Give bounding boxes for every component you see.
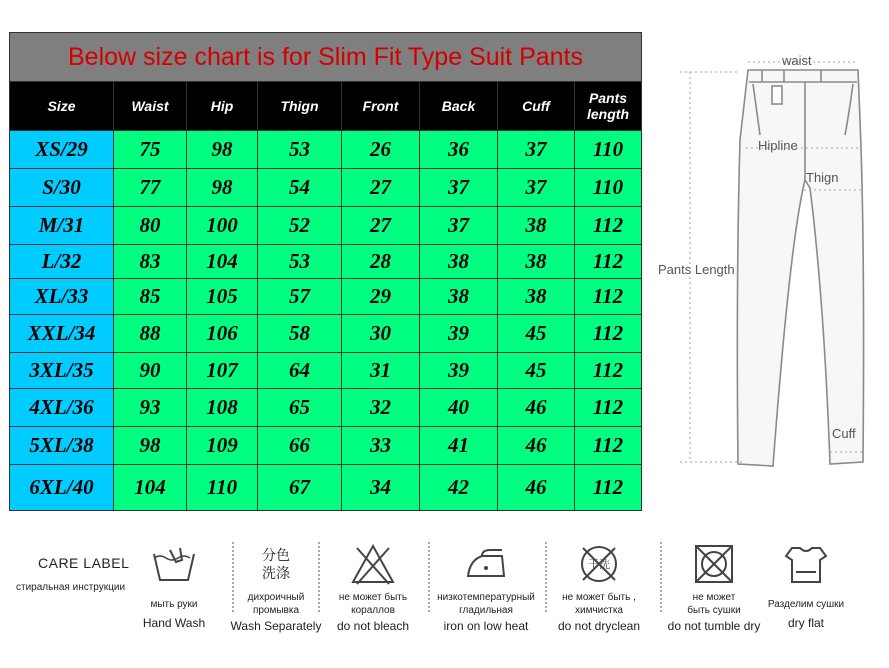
measurement-cell: 64 [258, 353, 342, 389]
measurement-cell: 40 [420, 389, 498, 427]
table-body [10, 131, 642, 511]
pants-diagram [650, 40, 885, 480]
header-row [10, 82, 642, 131]
svg-text:干洗: 干洗 [588, 558, 610, 571]
measurement-cell: 88 [114, 315, 187, 353]
measurement-cell: 37 [420, 169, 498, 207]
no-bleach-icon [349, 542, 397, 586]
measurement-cell: 38 [498, 245, 575, 279]
measurement-cell: 46 [498, 427, 575, 465]
measurement-cell: 37 [498, 131, 575, 169]
no-tumble-dry-icon [690, 542, 738, 586]
measurement-cell: 90 [114, 353, 187, 389]
measurement-cell: 29 [342, 279, 420, 315]
measurement-cell: 37 [498, 169, 575, 207]
pants-length-label: Pants Length [658, 262, 735, 277]
measurement-cell: 107 [187, 353, 258, 389]
measurement-cell: 39 [420, 353, 498, 389]
measurement-cell: 109 [187, 427, 258, 465]
size-cell: XS/29 [10, 131, 114, 169]
care-item-no-tumble-dry: не может быть сушки do not tumble dry [662, 542, 766, 634]
column-header: Pants length [575, 82, 642, 131]
measurement-cell: 75 [114, 131, 187, 169]
column-header: Cuff [498, 82, 575, 131]
measurement-cell: 105 [187, 279, 258, 315]
measurement-cell: 112 [575, 389, 642, 427]
measurement-cell: 53 [258, 245, 342, 279]
care-label-title: CARE LABEL [38, 555, 130, 571]
table-row [10, 465, 642, 511]
measurement-cell: 30 [342, 315, 420, 353]
column-header: Thign [258, 82, 342, 131]
measurement-cell: 77 [114, 169, 187, 207]
measurement-cell: 66 [258, 427, 342, 465]
measurement-cell: 31 [342, 353, 420, 389]
measurement-cell: 38 [498, 207, 575, 245]
measurement-cell: 46 [498, 389, 575, 427]
measurement-cell: 38 [498, 279, 575, 315]
table-row [10, 279, 642, 315]
measurement-cell: 37 [420, 207, 498, 245]
size-cell: M/31 [10, 207, 114, 245]
measurement-cell: 27 [342, 207, 420, 245]
measurement-cell: 112 [575, 353, 642, 389]
measurement-cell: 112 [575, 465, 642, 511]
table-row [10, 389, 642, 427]
measurement-cell: 98 [187, 169, 258, 207]
measurement-cell: 67 [258, 465, 342, 511]
hand-wash-icon [150, 542, 198, 586]
low-iron-icon [462, 542, 510, 586]
measurement-cell: 93 [114, 389, 187, 427]
table-row [10, 245, 642, 279]
care-label-section [0, 530, 889, 668]
measurement-cell: 57 [258, 279, 342, 315]
measurement-cell: 112 [575, 245, 642, 279]
table-row [10, 427, 642, 465]
measurement-cell: 38 [420, 245, 498, 279]
measurement-cell: 32 [342, 389, 420, 427]
measurement-cell: 110 [187, 465, 258, 511]
size-cell: S/30 [10, 169, 114, 207]
measurement-cell: 46 [498, 465, 575, 511]
cuff-label: Cuff [832, 426, 856, 441]
table-row [10, 315, 642, 353]
measurement-cell: 106 [187, 315, 258, 353]
measurement-cell: 39 [420, 315, 498, 353]
measurement-cell: 58 [258, 315, 342, 353]
measurement-cell: 110 [575, 131, 642, 169]
care-item-wash-separately: 分色 洗涤 дихроичный промывка Wash Separately [224, 542, 328, 634]
measurement-cell: 42 [420, 465, 498, 511]
size-cell: 3XL/35 [10, 353, 114, 389]
no-dryclean-icon [575, 542, 623, 586]
measurement-cell: 26 [342, 131, 420, 169]
measurement-cell: 54 [258, 169, 342, 207]
separator [428, 542, 430, 612]
size-cell: 6XL/40 [10, 465, 114, 511]
measurement-cell: 112 [575, 279, 642, 315]
measurement-cell: 110 [575, 169, 642, 207]
column-header: Waist [114, 82, 187, 131]
measurement-cell: 104 [114, 465, 187, 511]
measurement-cell: 112 [575, 427, 642, 465]
table-row [10, 131, 642, 169]
measurement-cell: 38 [420, 279, 498, 315]
column-header: Size [10, 82, 114, 131]
measurement-cell: 45 [498, 315, 575, 353]
care-item-dry-flat: Разделим сушки dry flat [752, 542, 860, 631]
measurement-cell: 45 [498, 353, 575, 389]
measurement-cell: 52 [258, 207, 342, 245]
size-chart-table [9, 32, 642, 511]
care-item-no-dryclean: 干洗 не может быть , химчистка do not dryclean [548, 542, 650, 634]
measurement-cell: 65 [258, 389, 342, 427]
column-header: Front [342, 82, 420, 131]
measurement-cell: 80 [114, 207, 187, 245]
measurement-cell: 85 [114, 279, 187, 315]
wash-separately-icon: 分色 洗涤 [262, 547, 290, 581]
hipline-label: Hipline [758, 138, 798, 153]
table-title: Below size chart is for Slim Fit Type Suit Pants [10, 33, 642, 82]
size-cell: L/32 [10, 245, 114, 279]
measurement-cell: 33 [342, 427, 420, 465]
measurement-cell: 98 [114, 427, 187, 465]
size-cell: 5XL/38 [10, 427, 114, 465]
column-header: Hip [187, 82, 258, 131]
dry-flat-icon [782, 542, 830, 586]
waist-label: waist [782, 53, 812, 68]
separator [545, 542, 547, 612]
measurement-cell: 112 [575, 207, 642, 245]
measurement-cell: 83 [114, 245, 187, 279]
thign-label: Thign [806, 170, 839, 185]
measurement-cell: 104 [187, 245, 258, 279]
care-item-hand-wash: мыть руки Hand Wash [138, 542, 210, 631]
measurement-cell: 53 [258, 131, 342, 169]
measurement-cell: 34 [342, 465, 420, 511]
size-cell: 4XL/36 [10, 389, 114, 427]
column-header: Back [420, 82, 498, 131]
measurement-cell: 112 [575, 315, 642, 353]
size-cell: XXL/34 [10, 315, 114, 353]
measurement-cell: 100 [187, 207, 258, 245]
size-cell: XL/33 [10, 279, 114, 315]
measurement-cell: 108 [187, 389, 258, 427]
table-row [10, 353, 642, 389]
table-row [10, 169, 642, 207]
care-item-no-bleach: не может быть кораллов do not bleach [326, 542, 420, 634]
care-item-low-iron: низкотемпературный гладильная iron on low heat [432, 542, 540, 634]
table-row [10, 207, 642, 245]
measurement-cell: 28 [342, 245, 420, 279]
measurement-cell: 27 [342, 169, 420, 207]
measurement-cell: 36 [420, 131, 498, 169]
measurement-cell: 98 [187, 131, 258, 169]
care-label-subtitle: стиральная инструкции [16, 582, 126, 593]
measurement-cell: 41 [420, 427, 498, 465]
pants-outline [737, 70, 863, 466]
